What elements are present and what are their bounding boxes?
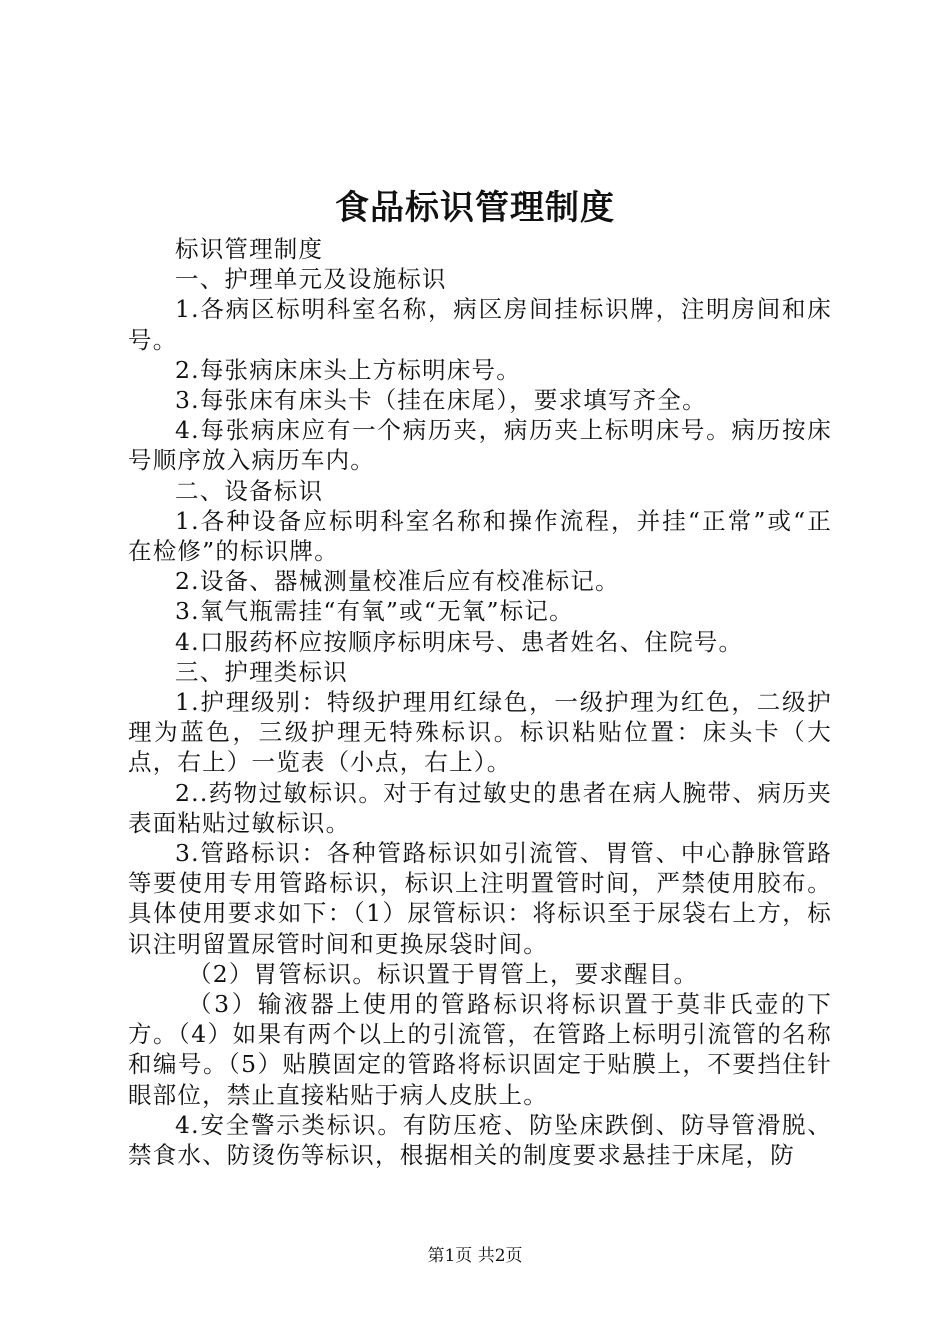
paragraph: 3.每张床有床头卡（挂在床尾），要求填写齐全。 (175, 386, 707, 415)
paragraph: 2.设备、器械测量校准后应有校准标记。 (175, 567, 620, 596)
paragraph: 1.各病区标明科室名称，病区房间挂标识牌，注明房间和床号。 (128, 295, 832, 354)
section-heading: 一、护理单元及设施标识 (175, 265, 447, 294)
paragraph: 4.口服药杯应按顺序标明床号、患者姓名、住院号。 (175, 627, 744, 656)
paragraph: （3）输液器上使用的管路标识将标识置于莫非氏壶的下方。（4）如果有两个以上的引流管，在管路上标明引流管的名称和编号。（5）贴膜固定的管路将标识固定于贴膜上，不要挡住针眼部位，禁止直接粘贴于病人皮肤上。 (128, 990, 832, 1109)
paragraph: 2..药物过敏标识。对于有过敏史的患者在病人腕带、病历夹表面粘贴过敏标识。 (128, 778, 832, 837)
section-heading: 二、设备标识 (175, 476, 324, 505)
paragraph: 2.每张病床床头上方标明床号。 (175, 355, 521, 384)
paragraph: 1.护理级别：特级护理用红绿色，一级护理为红色，二级护理为蓝色，三级护理无特殊标识。标识粘贴位置：床头卡（大点，右上）一览表（小点，右上）。 (128, 688, 832, 777)
paragraph: 3.氧气瓶需挂“有氧”或“无氧”标记。 (175, 597, 574, 626)
paragraph: 4.安全警示类标识。有防压疮、防坠床跌倒、防导管滑脱、禁食水、防烫伤等标识，根据相关的制度要求悬挂于床尾，防 (128, 1110, 832, 1170)
paragraph: 1.各种设备应标明科室名称和操作流程，并挂“正常”或“正在检修”的标识牌。 (128, 506, 832, 566)
page-footer: 第1页 共2页 (427, 1246, 523, 1266)
paragraph: 4.每张病床应有一个病历夹，病历夹上标明床号。病历按床号顺序放入病历车内。 (128, 416, 832, 475)
section-heading: 三、护理类标识 (175, 657, 348, 686)
paragraph: 3.管路标识：各种管路标识如引流管、胃管、中心静脉管路等要使用专用管路标识，标识上注明置管时间，严禁使用胶布。具体使用要求如下：（1）尿管标识：将标识至于尿袋右上方，标识注明留置尿管时间和更换尿袋时间。 (128, 839, 832, 958)
paragraph: 标识管理制度 (175, 235, 324, 263)
document-body (128, 234, 832, 1170)
paragraph: （2）胃管标识。标识置于胃管上，要求醒目。 (188, 959, 699, 988)
document-title: 食品标识管理制度 (335, 188, 615, 228)
